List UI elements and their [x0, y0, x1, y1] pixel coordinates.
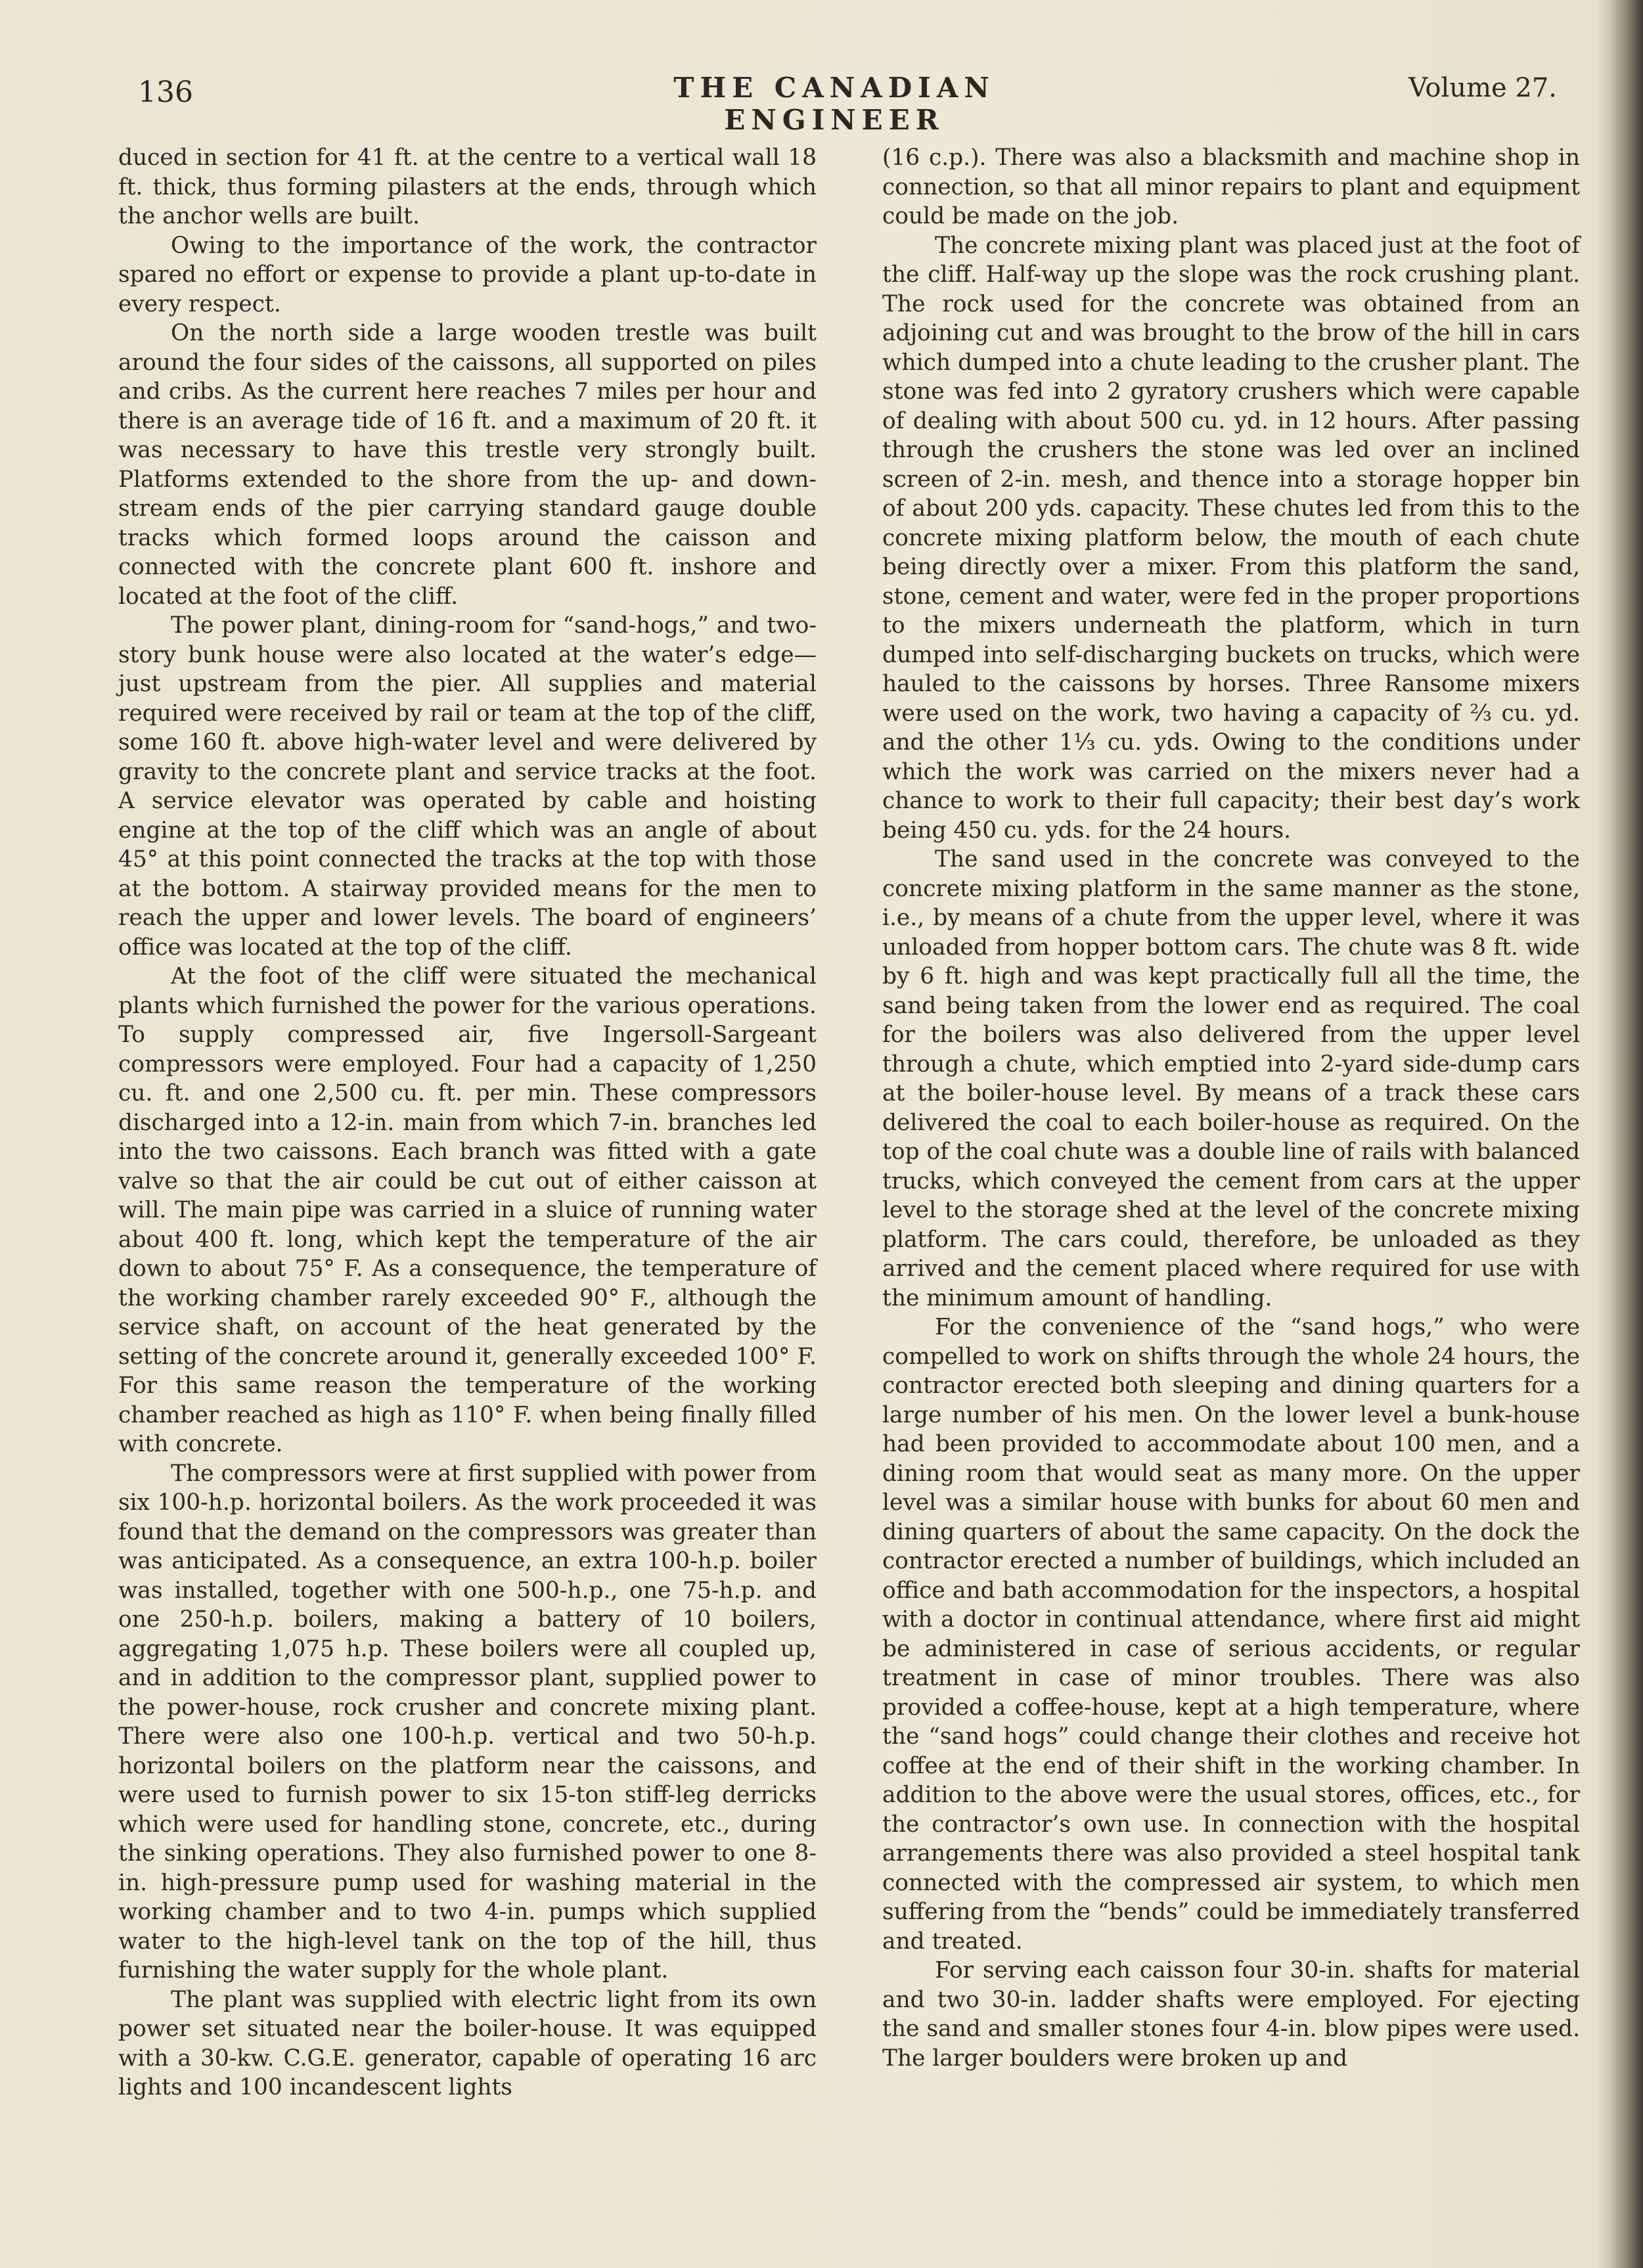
left-column	[118, 143, 817, 2102]
paragraph: Owing to the importance of the work, the contractor spared no effort or expense to provide a plant up-to-date in every respect.	[118, 232, 817, 317]
volume-label: Volume 27.	[1408, 73, 1557, 103]
journal-title: THE CANADIAN ENGINEER	[673, 72, 995, 136]
paragraph: For the convenience of the “sand hogs,” who were compelled to work on shifts through the whole 24 hours, the contractor erected both sleeping and dining quarters for a large number of his men. On the lower level a bunk-house had been provided to accommodate about 100 men, and a dining room that would seat as many more. On the upper level was a similar house with bunks for about 60 men and dining quarters of about the same capacity. On the dock the contractor erected a number of buildings, which included an office and bath accommodation for the inspectors, a hospital with a doctor in continual attendance, where first aid might be administered in case of serious accidents, or regular treatment in case of minor troubles. There was also provided a coffee-house, kept at a high temperature, where the “sand hogs” could change their clothes and receive hot coffee at the end of their shift in the working chamber. In addition to the above were the usual stores, offices, etc., for the contractor’s own use. In connection with the hospital arrangements there was also provided a steel hospital tank connected with the compressed air system, to which men suffering from the “bends” could be immediately transferred and treated.	[882, 1314, 1580, 1955]
running-header	[138, 69, 1557, 136]
paragraph: At the foot of the cliff were situated the mechanical plants which furnished the power for the various operations. To supply compressed air, five Ingersoll-Sargeant compressors were employed. Four had a capacity of 1,250 cu. ft. and one 2,500 cu. ft. per min. These compressors discharged into a 12-in. main from which 7-in. branches led into the two caissons. Each branch was fitted with a gate valve so that the air could be cut out of either caisson at will. The main pipe was carried in a sluice of running water about 400 ft. long, which kept the temperature of the air down to about 75° F. As a consequence, the temperature of the working chamber rarely exceeded 90° F., although the service shaft, on account of the heat generated by the setting of the concrete around it, generally exceeded 100° F. For this same reason the temperature of the working chamber reached as high as 110° F. when being finally filled with concrete.	[118, 963, 817, 1457]
paragraph: The compressors were at first supplied with power from six 100-h.p. horizontal boilers. As the work proceeded it was found that the demand on the compressors was greater than was anticipated. As a consequence, an extra 100-h.p. boiler was installed, together with one 500-h.p., one 75-h.p. and one 250-h.p. boilers, making a battery of 10 boilers, aggregating 1,075 h.p. These boilers were all coupled up, and in addition to the compressor plant, supplied power to the power-house, rock crusher and concrete mixing plant. There were also one 100-h.p. vertical and two 50-h.p. horizontal boilers on the platform near the caissons, and were used to furnish power to six 15-ton stiff-leg derricks which were used for handling stone, concrete, etc., during the sinking operations. They also furnished power to one 8-in. high-pressure pump used for washing material in the working chamber and to two 4-in. pumps which supplied water to the high-level tank on the top of the hill, thus furnishing the water supply for the whole plant.	[118, 1460, 817, 1984]
paragraph: duced in section for 41 ft. at the centre to a vertical wall 18 ft. thick, thus forming pilasters at the ends, through which the anchor wells are built.	[118, 145, 817, 229]
book-spine-shadow	[1597, 0, 1643, 2268]
page-number: 136	[138, 76, 193, 109]
paragraph: On the north side a large wooden trestle was built around the four sides of the caissons, all supported on piles and cribs. As the current here reaches 7 miles per hour and there is an average tide of 16 ft. and a maximum of 20 ft. it was necessary to have this trestle very strongly built. Platforms extended to the shore from the up- and down-stream ends of the pier carrying standard gauge double tracks which formed loops around the caisson and connected with the concrete plant 600 ft. inshore and located at the foot of the cliff.	[118, 320, 817, 610]
paragraph: The concrete mixing plant was placed just at the foot of the cliff. Half-way up the slope was the rock crushing plant. The rock used for the concrete was obtained from an adjoining cut and was brought to the brow of the hill in cars which dumped into a chute leading to the crusher plant. The stone was fed into 2 gyratory crushers which were capable of dealing with about 500 cu. yd. in 12 hours. After passing through the crushers the stone was led over an inclined screen of 2-in. mesh, and thence into a storage hopper bin of about 200 yds. capacity. These chutes led from this to the concrete mixing platform below, the mouth of each chute being directly over a mixer. From this platform the sand, stone, cement and water, were fed in the proper proportions to the mixers underneath the platform, which in turn dumped into self-discharging buckets on trucks, which were hauled to the caissons by horses. Three Ransome mixers were used on the work, two having a capacity of ⅔ cu. yd. and the other 1⅓ cu. yds. Owing to the conditions under which the work was carried on the mixers never had a chance to work to their full capacity; their best day’s work being 450 cu. yds. for the 24 hours.	[882, 232, 1580, 844]
right-column	[882, 143, 1580, 2073]
paragraph: The power plant, dining-room for “sand-hogs,” and two-story bunk house were also located at the water’s edge—just upstream from the pier. All supplies and material required were received by rail or team at the top of the cliff, some 160 ft. above high-water level and were delivered by gravity to the concrete plant and service tracks at the foot. A service elevator was operated by cable and hoisting engine at the top of the cliff which was an angle of about 45° at this point connected the tracks at the top with those at the bottom. A stairway provided means for the men to reach the upper and lower levels. The board of engineers’ office was located at the top of the cliff.	[118, 612, 817, 961]
paragraph: (16 c.p.). There was also a blacksmith and machine shop in connection, so that all minor repairs to plant and equipment could be made on the job.	[882, 145, 1580, 229]
paragraph: For serving each caisson four 30-in. shafts for material and two 30-in. ladder shafts were employed. For ejecting the sand and smaller stones four 4-in. blow pipes were used. The larger boulders were broken up and	[882, 1957, 1580, 2072]
paragraph: The plant was supplied with electric light from its own power set situated near the boiler-house. It was equipped with a 30-kw. C.G.E. generator, capable of operating 16 arc lights and 100 incandescent lights	[118, 1986, 817, 2100]
paragraph: The sand used in the concrete was conveyed to the concrete mixing platform in the same manner as the stone, i.e., by means of a chute from the upper level, where it was unloaded from hopper bottom cars. The chute was 8 ft. wide by 6 ft. high and was kept practically full all the time, the sand being taken from the lower end as required. The coal for the boilers was also delivered from the upper level through a chute, which emptied into 2-yard side-dump cars at the boiler-house level. By means of a track these cars delivered the coal to each boiler-house as required. On the top of the coal chute was a double line of rails with balanced trucks, which conveyed the cement from cars at the upper level to the storage shed at the level of the concrete mixing platform. The cars could, therefore, be unloaded as they arrived and the cement placed where required for use with the minimum amount of handling.	[882, 846, 1580, 1311]
